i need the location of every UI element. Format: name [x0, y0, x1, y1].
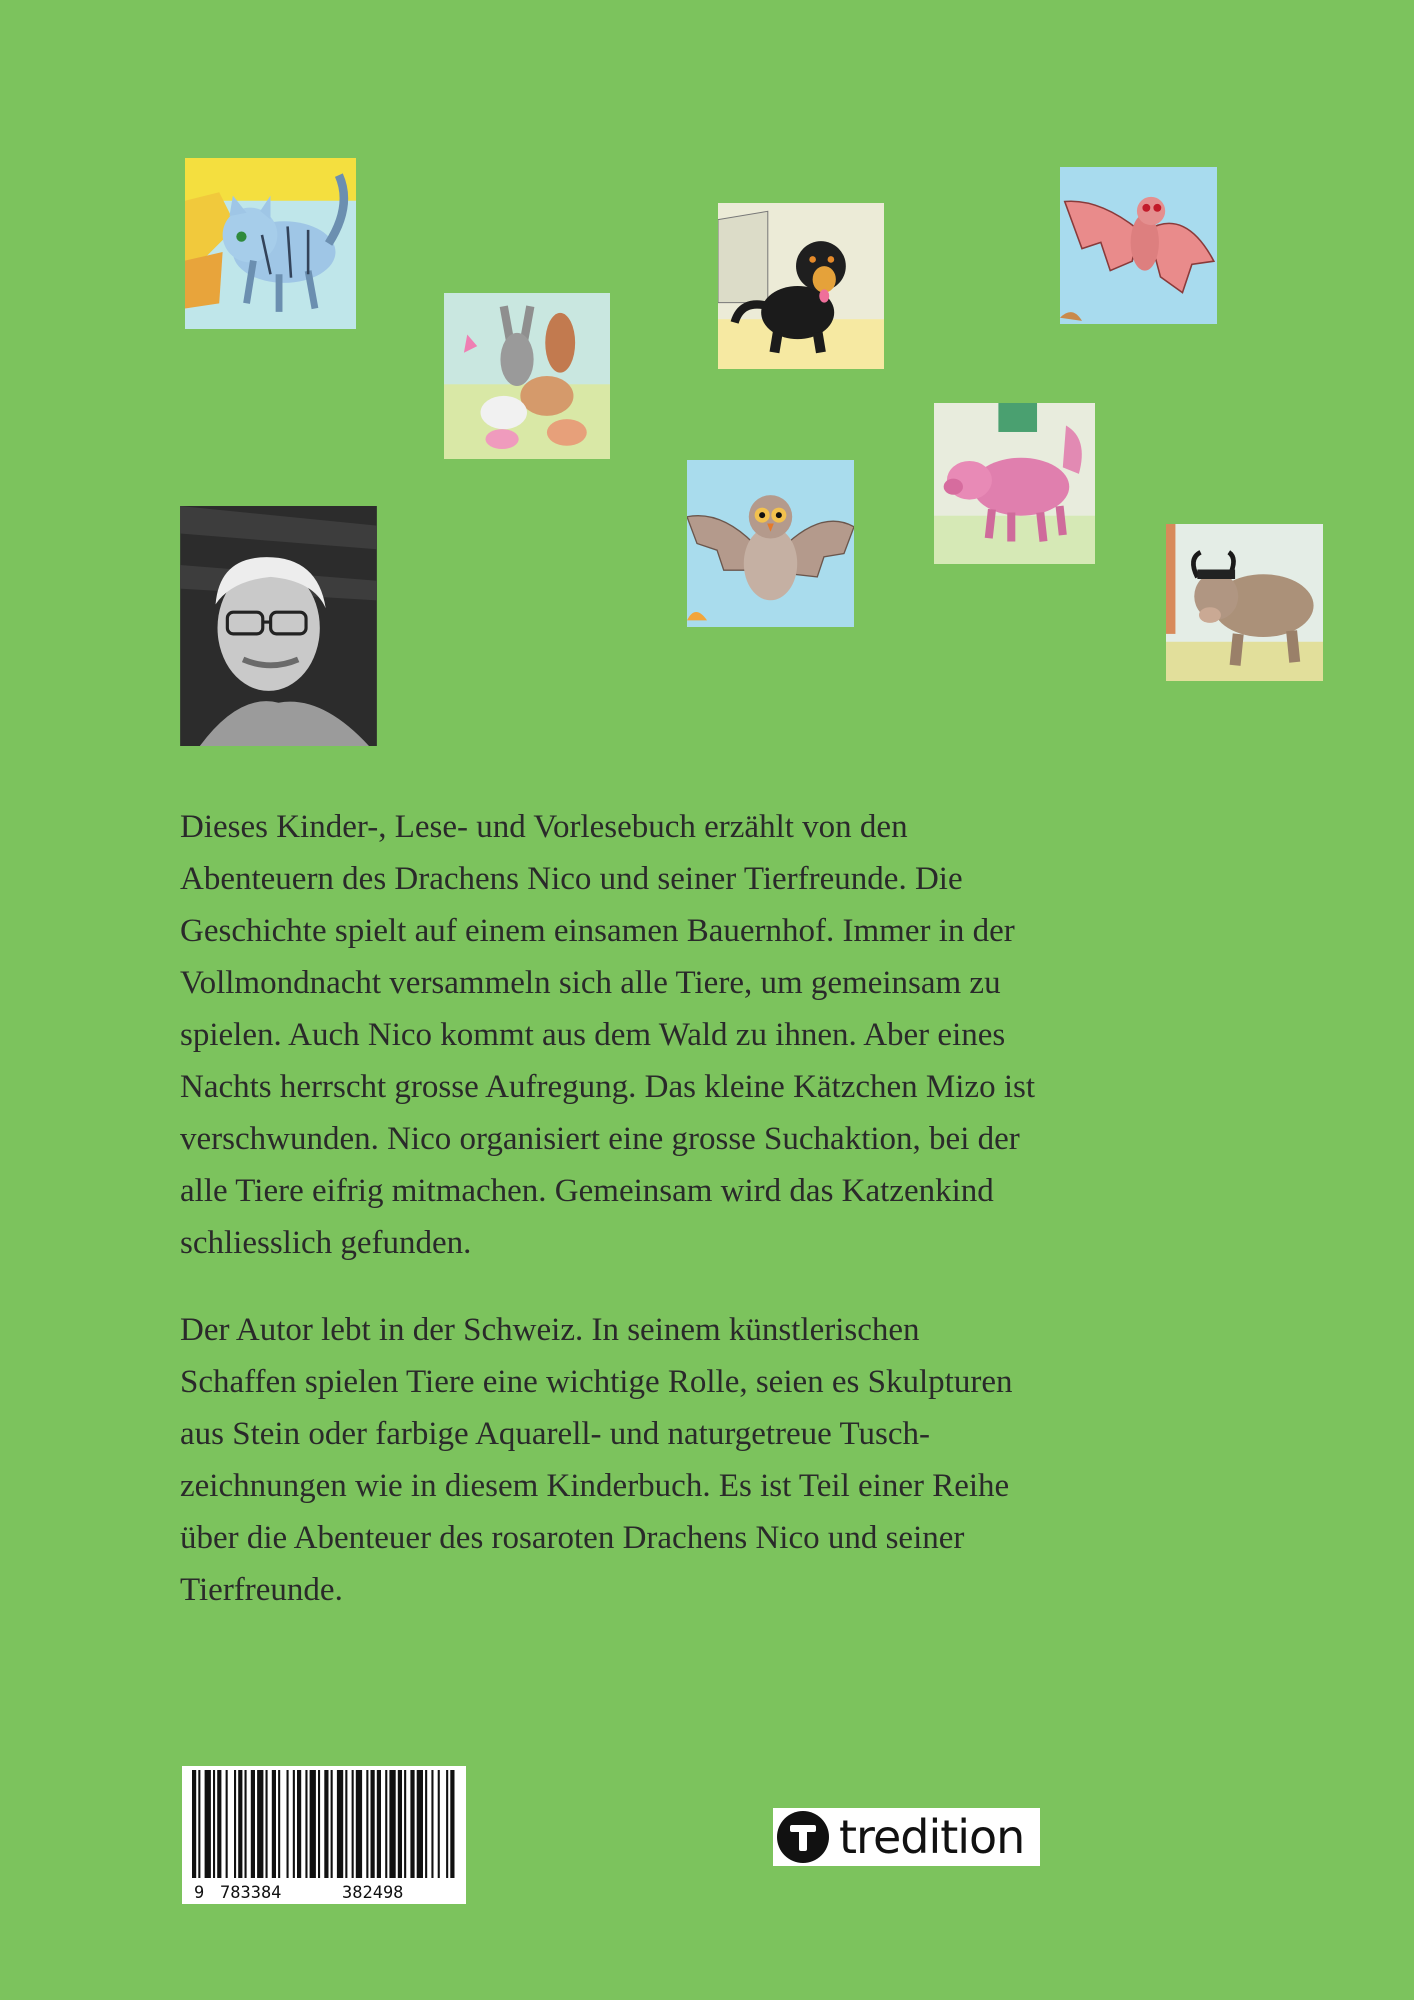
barcode-bar [287, 1770, 289, 1878]
text-line: Abenteuern des Drachens Nico und seiner Tierfreunde. Die [180, 861, 963, 897]
barcode-bar [438, 1770, 440, 1878]
pig-illustration [934, 403, 1095, 564]
barcode-bar [345, 1770, 347, 1878]
barcode-bar [310, 1770, 316, 1878]
barcode-bar [331, 1770, 333, 1878]
barcode-bar [389, 1770, 395, 1878]
story-description [180, 801, 1180, 1269]
barcode-bar [446, 1770, 448, 1878]
barcode-bar [410, 1770, 414, 1878]
barcode-bar [385, 1770, 387, 1878]
barcode-bar [238, 1770, 242, 1878]
text-line: schliesslich gefunden. [180, 1225, 472, 1261]
barcode-bar [450, 1770, 454, 1878]
tredition-logo-icon [777, 1811, 829, 1863]
text-line: Dieses Kinder-, Lese- und Vorlesebuch erzählt von den [180, 809, 908, 845]
barcode-bar [417, 1770, 423, 1878]
text-line: Geschichte spielt auf einem einsamen Bauernhof. Immer in der [180, 913, 1015, 949]
barcode-bar [198, 1770, 200, 1878]
barcode-bar [192, 1770, 196, 1878]
barcode-bar [226, 1770, 228, 1878]
barcode-bar [266, 1770, 268, 1878]
text-line: Nachts herrscht grosse Aufregung. Das kleine Kätzchen Mizo ist [180, 1069, 1036, 1105]
barcode-right-digits: 382498 [342, 1883, 404, 1903]
barcode-bar [245, 1770, 247, 1878]
barcode-bars [192, 1770, 455, 1878]
text-line: über die Abenteuer des rosaroten Drachens Nico und seiner [180, 1520, 965, 1556]
publisher-logo [773, 1808, 1040, 1866]
text-line: Der Autor lebt in der Schweiz. In seinem künstlerischen [180, 1312, 920, 1348]
text-line: alle Tiere eifrig mitmachen. Gemeinsam wird das Katzenkind [180, 1173, 994, 1209]
publisher-name: tredition [839, 1810, 1025, 1864]
barcode-bar [234, 1770, 236, 1878]
donkey-illustration [444, 293, 610, 459]
barcode-bar [425, 1770, 427, 1878]
barcode-bar [404, 1770, 406, 1878]
text-line: verschwunden. Nico organisiert eine grosse Suchaktion, bei der [180, 1121, 1020, 1157]
author-photo [180, 506, 377, 746]
barcode-bar [324, 1770, 328, 1878]
barcode-bar [251, 1770, 255, 1878]
owl-illustration [687, 460, 854, 627]
barcode-bar [213, 1770, 215, 1878]
barcode-bar [398, 1770, 402, 1878]
barcode-bar [297, 1770, 301, 1878]
text-line: zeichnungen wie in diesem Kinderbuch. Es ist Teil einer Reihe [180, 1468, 1010, 1504]
bat-illustration [1060, 167, 1217, 324]
barcode-bar [371, 1770, 375, 1878]
cow-illustration [1166, 524, 1323, 681]
barcode-bar [293, 1770, 295, 1878]
isbn-barcode [182, 1766, 466, 1904]
barcode-bar [217, 1770, 221, 1878]
barcode-bar [356, 1770, 362, 1878]
cat-illustration [185, 158, 356, 329]
barcode-bar [272, 1770, 276, 1878]
text-line: Tierfreunde. [180, 1572, 343, 1608]
barcode-lead-digit: 9 [194, 1883, 205, 1903]
author-description [180, 1304, 1180, 1616]
barcode-bar [305, 1770, 307, 1878]
text-line: spielen. Auch Nico kommt aus dem Wald zu ihnen. Aber eines [180, 1017, 1006, 1053]
barcode-bar [377, 1770, 381, 1878]
barcode-bar [278, 1770, 280, 1878]
barcode-left-digits: 783384 [220, 1883, 282, 1903]
text-line: aus Stein oder farbige Aquarell- und naturgetreue Tusch- [180, 1416, 930, 1452]
barcode-bar [205, 1770, 211, 1878]
text-line: Schaffen spielen Tiere eine wichtige Rolle, seien es Skulpturen [180, 1364, 1013, 1400]
barcode-bar [431, 1770, 433, 1878]
barcode-bar [257, 1770, 263, 1878]
barcode-bar [318, 1770, 320, 1878]
barcode-bar [337, 1770, 343, 1878]
text-line: Vollmondnacht versammeln sich alle Tiere, um gemeinsam zu [180, 965, 1001, 1001]
barcode-bar [366, 1770, 368, 1878]
dog-illustration [718, 203, 884, 369]
barcode-bar [352, 1770, 354, 1878]
